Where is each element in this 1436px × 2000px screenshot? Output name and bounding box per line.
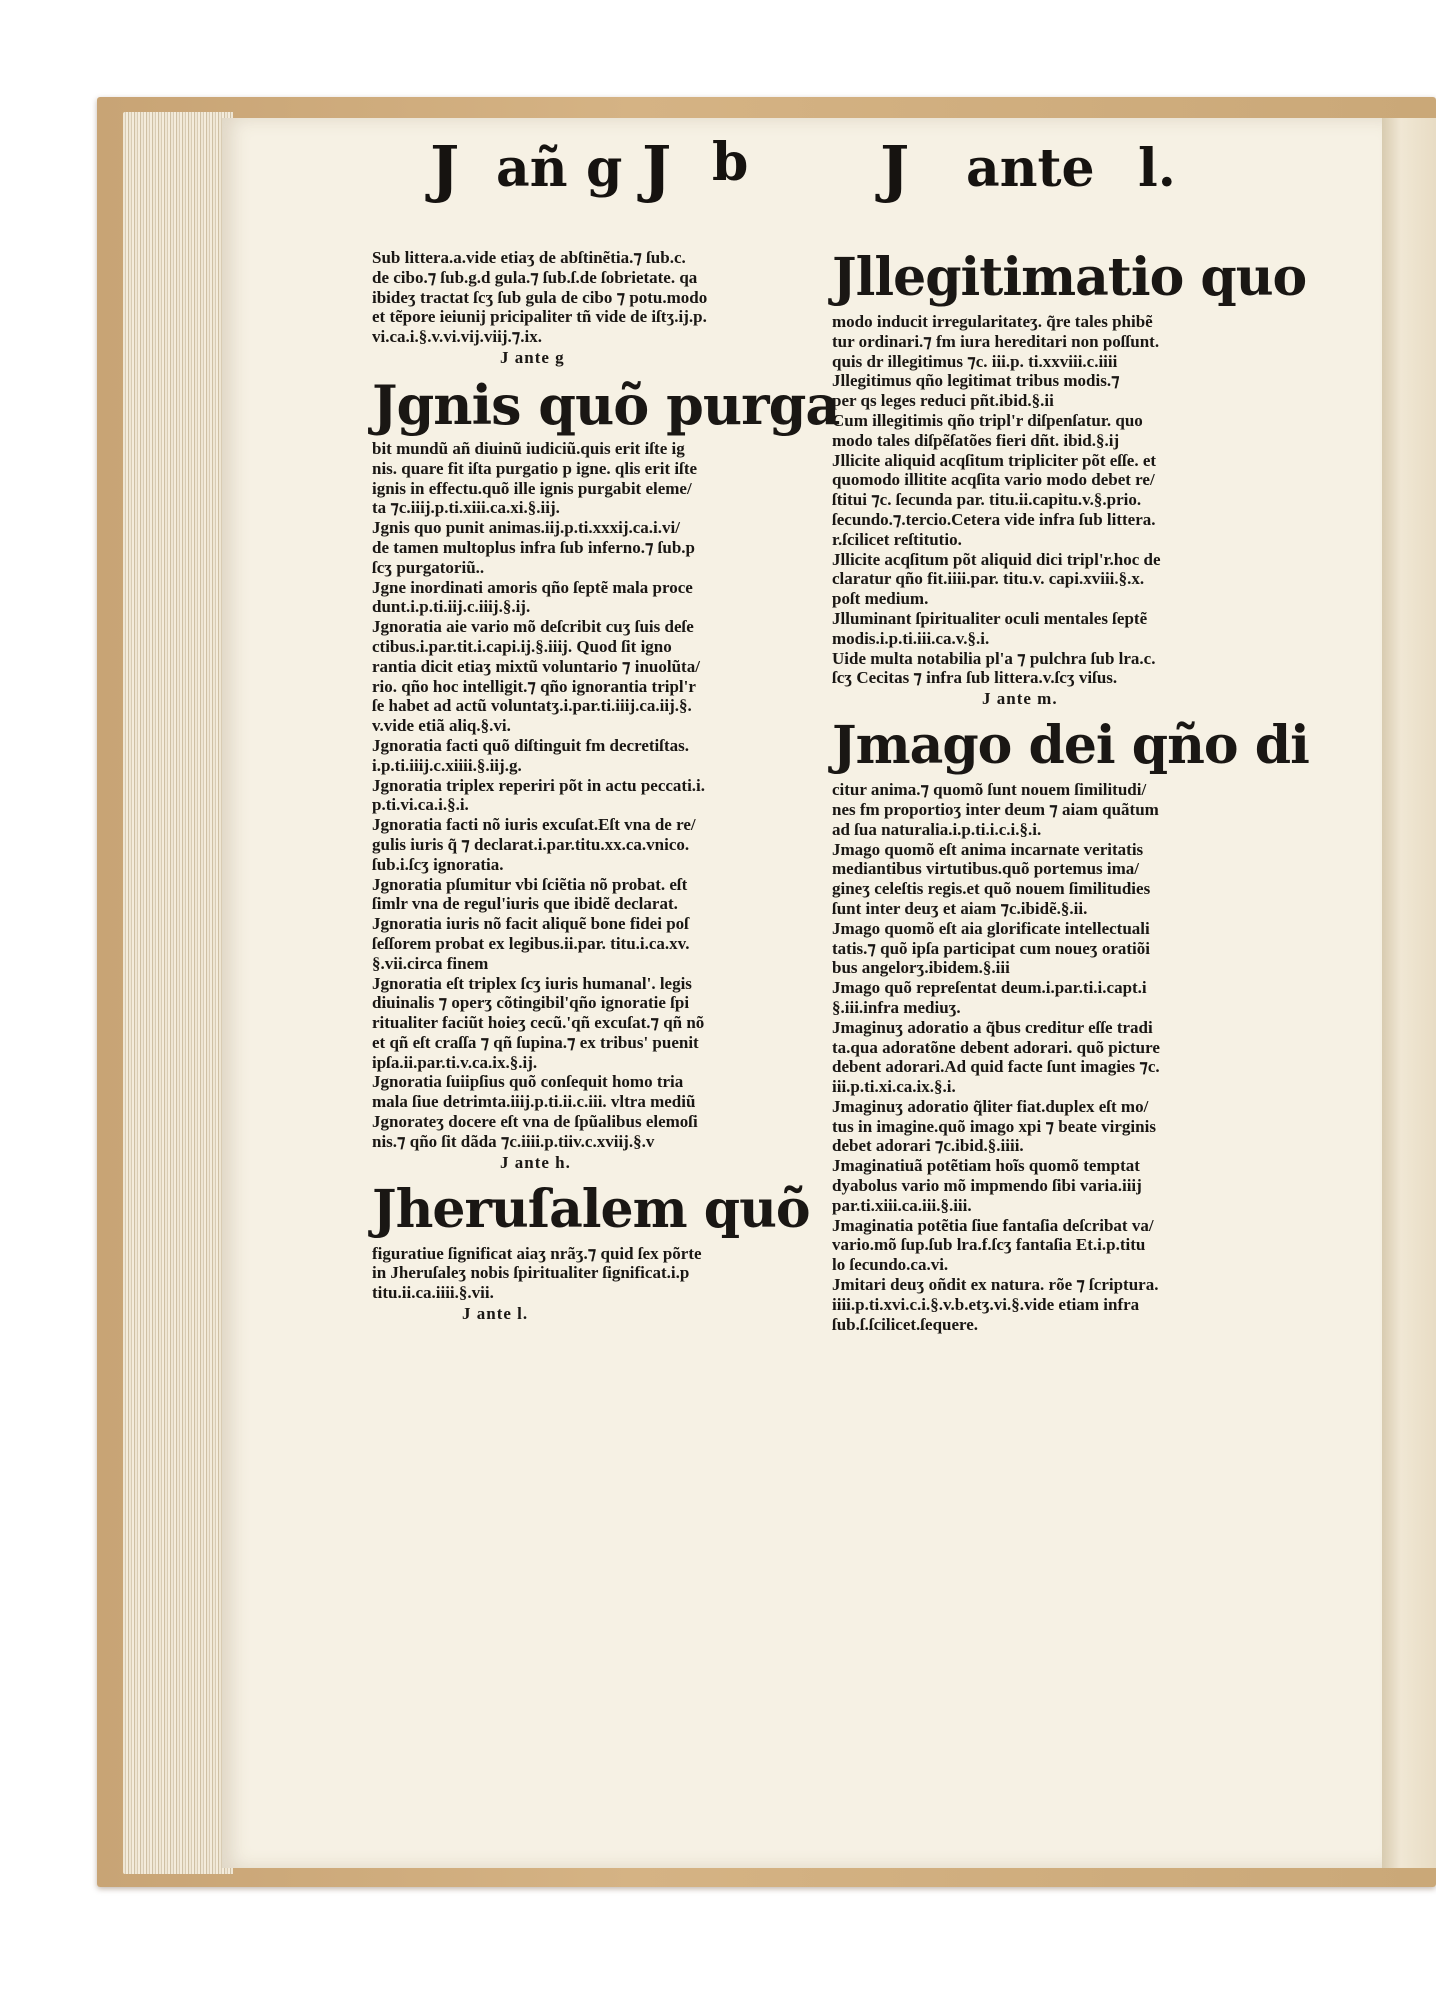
text-line: Jmaginuʒ adoratio a q̃bus creditur eſſe tradi bbox=[832, 1017, 1153, 1037]
section-marker-j-ante-m: J ante m. bbox=[982, 689, 1058, 709]
text-line: Jgnoratia facti nõ iuris excuſat.Eſt vna de re/ bbox=[372, 815, 696, 835]
text-line: quis dr illegitimus ⁊c. iii.p. ti.xxviii.c.iiii bbox=[832, 351, 1118, 371]
text-line: Jgnoratia aie vario mõ deſcribit cuʒ ſuis deſe bbox=[372, 617, 694, 637]
text-line: Jmitari deuʒ oñdit ex natura. rõe ⁊ ſcriptura. bbox=[832, 1275, 1159, 1295]
text-line: Jgnoratia eſt triplex ſcʒ iuris humanal'. legis bbox=[372, 973, 692, 993]
text-line: modo tales diſpẽſatões fieri dñt. ibid.§.ij bbox=[832, 430, 1120, 450]
text-line: poſt medium. bbox=[832, 589, 929, 609]
text-line: par.ti.xiii.ca.iii.§.iii. bbox=[832, 1195, 972, 1215]
header-left-b: b bbox=[712, 132, 749, 193]
text-line: debet adorari ⁊c.ibid.§.iiii. bbox=[832, 1136, 1024, 1156]
text-line: Jgne inordinati amoris qño ſeptẽ mala proce bbox=[372, 577, 693, 597]
text-line: bit mundũ añ diuinũ iudiciũ.quis erit iſte ig bbox=[372, 438, 685, 458]
text-line: ſcʒ purgatoriũ.. bbox=[372, 557, 485, 577]
text-line: et qñ eſt craſſa ⁊ qñ ſupina.⁊ ex tribus' puenit bbox=[372, 1032, 699, 1052]
header-left-initial-2: J bbox=[642, 132, 672, 205]
text-line: Jgnoratia facti quõ diſtinguit fm decretiſtas. bbox=[372, 735, 689, 755]
facing-page-edge bbox=[1382, 118, 1436, 1868]
text-line: ſimlr vna de regul'iuris que ibidẽ declarat. bbox=[372, 894, 678, 914]
text-line: rio. qño hoc intelligit.⁊ qño ignorantia tripl'r bbox=[372, 676, 696, 696]
text-line: debent adorari.Ad quid facte ſunt imagies ⁊c. bbox=[832, 1057, 1160, 1077]
text-line: modo inducit irregularitateʒ. q̃re tales phibẽ bbox=[832, 312, 1153, 331]
text-line: v.vide etiã aliq.§.vi. bbox=[372, 716, 511, 736]
section-marker-j-ante-l: J ante l. bbox=[462, 1304, 529, 1324]
text-line: nis. quare fit iſta purgatio p igne. qlis erit iſte bbox=[372, 458, 698, 478]
text-line: vi.ca.i.§.v.vi.vij.viij.⁊.ix. bbox=[372, 327, 542, 347]
header-right-ante: ante bbox=[966, 138, 1095, 199]
text-line: mediantibus virtutibus.quõ portemus ima/ bbox=[832, 859, 1139, 879]
text-line: Jmago quomõ eſt aia glorificate intellectuali bbox=[832, 918, 1150, 938]
text-line: ta.qua adoratõne debent adorari. quõ picture bbox=[832, 1037, 1160, 1057]
section-marker-j-ante-h: J ante h. bbox=[500, 1152, 571, 1172]
text-line: vario.mõ ſup.ſub lra.f.ſcʒ fantaſia Et.i.p.titu bbox=[832, 1235, 1146, 1255]
right-column bbox=[832, 247, 1309, 1334]
left-entries-ignis bbox=[372, 439, 812, 1152]
text-line: titu.ii.ca.iiii.§.vii. bbox=[372, 1283, 494, 1303]
text-line: ritualiter faciũt hoieʒ cecũ.'qñ excuſat.⁊ qñ nõ bbox=[372, 1013, 705, 1033]
text-line: diuinalis ⁊ operʒ cõtingibil'qño ignoratie ſpi bbox=[372, 993, 690, 1013]
text-line: Jgnis quo punit animas.iij.p.ti.xxxij.ca.i.vi/ bbox=[372, 518, 680, 538]
text-line: figuratiue ſignificat aiaʒ nrãʒ.⁊ quid ſex põrte bbox=[372, 1243, 702, 1263]
text-line: iiii.p.ti.xvi.c.i.§.v.b.etʒ.vi.§.vide etiam infra bbox=[832, 1294, 1140, 1314]
left-column bbox=[372, 248, 840, 1325]
text-line: r.ſcilicet reſtitutio. bbox=[832, 529, 962, 549]
text-line: tatis.⁊ quõ ipſa participat cum noueʒ oratiõi bbox=[832, 938, 1151, 958]
text-line: ſecundo.⁊.tercio.Cetera vide infra ſub littera. bbox=[832, 509, 1156, 529]
text-line: nes fm proportioʒ inter deum ⁊ aiam quãtum bbox=[832, 799, 1159, 819]
text-line: Jllicite acqſitum põt aliquid dici tripl'r.hoc de bbox=[832, 549, 1161, 569]
text-line: Jmago quomõ eſt anima incarnate veritatis bbox=[832, 839, 1144, 859]
left-entries-jherusalem bbox=[372, 1244, 812, 1303]
text-line: gulis iuris q̃ ⁊ declarat.i.par.titu.xx.ca.vnico. bbox=[372, 834, 690, 854]
text-line: ſub.i.ſcʒ ignoratia. bbox=[372, 854, 504, 874]
text-line: §.iii.infra mediuʒ. bbox=[832, 997, 961, 1017]
text-line: ſtitui ⁊c. ſecunda par. titu.ii.capitu.v.§.prio. bbox=[832, 490, 1142, 510]
text-line: p.ti.vi.ca.i.§.i. bbox=[372, 795, 469, 815]
text-line: Cum illegitimis qño tripl'r diſpenſatur. quo bbox=[832, 410, 1143, 430]
text-line: Jmago quõ repreſentat deum.i.par.ti.i.capt.i bbox=[832, 978, 1147, 998]
text-line: Jgnoratia pſumitur vbi ſciẽtia nõ probat. eſt bbox=[372, 874, 688, 894]
text-line: §.vii.circa finem bbox=[372, 953, 489, 973]
text-line: ſcʒ Cecitas ⁊ infra ſub littera.v.ſcʒ viſus. bbox=[832, 668, 1118, 688]
text-line: de tamen multoplus infra ſub inferno.⁊ ſub.p bbox=[372, 537, 696, 557]
text-line: in Jheruſaleʒ nobis ſpiritualiter ſignificat.i.p bbox=[372, 1263, 690, 1283]
text-line: ta ⁊c.iiij.p.ti.xiii.ca.xi.§.iij. bbox=[372, 498, 560, 518]
text-line: modis.i.p.ti.iii.ca.v.§.i. bbox=[832, 628, 990, 648]
text-line: ipſa.ii.par.ti.v.ca.ix.§.ij. bbox=[372, 1052, 538, 1072]
text-line: ſunt inter deuʒ et aiam ⁊c.ibidẽ.§.ii. bbox=[832, 898, 1088, 918]
text-line: lo ſecundo.ca.vi. bbox=[832, 1255, 949, 1275]
text-line: Jgnorateʒ docere eſt vna de ſpũalibus elemoſi bbox=[372, 1112, 698, 1132]
text-line: Sub littera.a.vide etiaʒ de abſtinẽtia.⁊ ſub.c. bbox=[372, 248, 686, 267]
text-line: dyabolus vario mõ impmendo ſibi varia.iiij bbox=[832, 1176, 1142, 1196]
left-intro bbox=[372, 248, 812, 347]
text-line: ctibus.i.par.tit.i.capi.ij.§.iiij. Quod ſit igno bbox=[372, 636, 672, 656]
text-line: citur anima.⁊ quomõ ſunt nouem ſimilitudi/ bbox=[832, 780, 1147, 800]
text-line: gineʒ celeſtis regis.et quõ nouem ſimilitudies bbox=[832, 879, 1151, 899]
text-line: ignis in effectu.quõ ille ignis purgabit eleme/ bbox=[372, 478, 692, 498]
text-line: tus in imagine.quõ imago xpi ⁊ beate virginis bbox=[832, 1116, 1156, 1136]
text-line: claratur qño fit.iiii.par. titu.v. capi.xviii.§.x. bbox=[832, 569, 1145, 589]
text-line: iii.p.ti.xi.ca.ix.§.i. bbox=[832, 1077, 956, 1097]
text-line: Jllegitimus qño legitimat tribus modis.⁊ bbox=[832, 371, 1120, 391]
right-entries-imago bbox=[832, 780, 1268, 1334]
text-line: Jmaginuʒ adoratio q̃liter fiat.duplex eſt mo/ bbox=[832, 1096, 1149, 1116]
text-line: per qs leges reduci pñt.ibid.§.ii bbox=[832, 391, 1054, 411]
section-marker-j-ante-g: J ante g bbox=[500, 347, 565, 367]
text-line: dunt.i.p.ti.iij.c.iiij.§.ij. bbox=[372, 597, 531, 617]
text-line: quomodo illitite acqſita vario modo debet re/ bbox=[832, 470, 1155, 490]
text-line: et tẽpore ieiunij pricipaliter tñ vide de iſtʒ.ij.p. bbox=[372, 307, 707, 327]
text-line: bus angelorʒ.ibidem.§.iii bbox=[832, 958, 1010, 978]
text-line: tur ordinari.⁊ fm iura hereditari non poſſunt. bbox=[832, 331, 1160, 351]
text-line: Jllicite aliquid acqſitum tripliciter põt eſſe. et bbox=[832, 450, 1157, 470]
text-line: i.p.ti.iiij.c.xiiii.§.iij.g. bbox=[372, 755, 522, 775]
text-line: de cibo.⁊ ſub.g.d gula.⁊ ſub.ſ.de ſobrietate. qa bbox=[372, 267, 698, 287]
text-line: nis.⁊ qño ſit dãda ⁊c.iiii.p.tiiv.c.xviij.§.v bbox=[372, 1131, 655, 1151]
text-line: ibideʒ tractat ſcʒ ſub gula de cibo ⁊ potu.modo bbox=[372, 287, 708, 307]
heading-jherusalem: Jheruſalem quõ bbox=[372, 1178, 810, 1240]
text-line: Jmaginatia potẽtia ſiue fantaſia deſcribat va/ bbox=[832, 1215, 1154, 1235]
heading-imago: Jmago dei qño di bbox=[832, 715, 1309, 777]
header-left-abbr: añ bbox=[496, 138, 568, 199]
header-right-initial: J bbox=[880, 132, 910, 205]
text-line: rantia dicit etiaʒ mixtũ voluntario ⁊ inuolũta/ bbox=[372, 656, 700, 676]
text-line: Jmaginatiuã potẽtiam hoĩs quomõ temptat bbox=[832, 1156, 1140, 1176]
text-line: ſeſſorem probat ex legibus.ii.par. titu.i.ca.xv. bbox=[372, 933, 690, 953]
text-line: ſub.ſ.ſcilicet.ſequere. bbox=[832, 1314, 979, 1334]
header-right-l: l. bbox=[1138, 138, 1176, 199]
page-edges bbox=[123, 112, 233, 1874]
text-line: Uide multa notabilia pl'a ⁊ pulchra ſub lra.c. bbox=[832, 648, 1156, 668]
text-line: Jgnoratia ſuiipſius quõ conſequit homo tria bbox=[372, 1072, 684, 1092]
header-left-initial: J bbox=[430, 132, 460, 205]
right-entries-illegitimatio bbox=[832, 312, 1268, 688]
text-line: Jgnoratia triplex reperiri põt in actu peccati.i. bbox=[372, 775, 706, 795]
heading-ignis: Jgnis quõ purga bbox=[372, 372, 840, 437]
text-line: Jgnoratia iuris nõ facit aliquẽ bone fidei poſ bbox=[372, 914, 689, 934]
text-line: ad ſua naturalia.i.p.ti.i.c.i.§.i. bbox=[832, 819, 1042, 839]
header-left-g: g bbox=[586, 138, 623, 199]
text-line: mala ſiue detrimta.iiij.p.ti.ii.c.iii. vltra mediũ bbox=[372, 1092, 696, 1112]
heading-illegitimatio: Jllegitimatio quo bbox=[832, 247, 1307, 308]
text-line: ſe habet ad actũ voluntatʒ.i.par.ti.iiij.ca.iij.§. bbox=[372, 696, 692, 716]
text-line: Jlluminant ſpiritualiter oculi mentales ſeptẽ bbox=[832, 608, 1148, 628]
